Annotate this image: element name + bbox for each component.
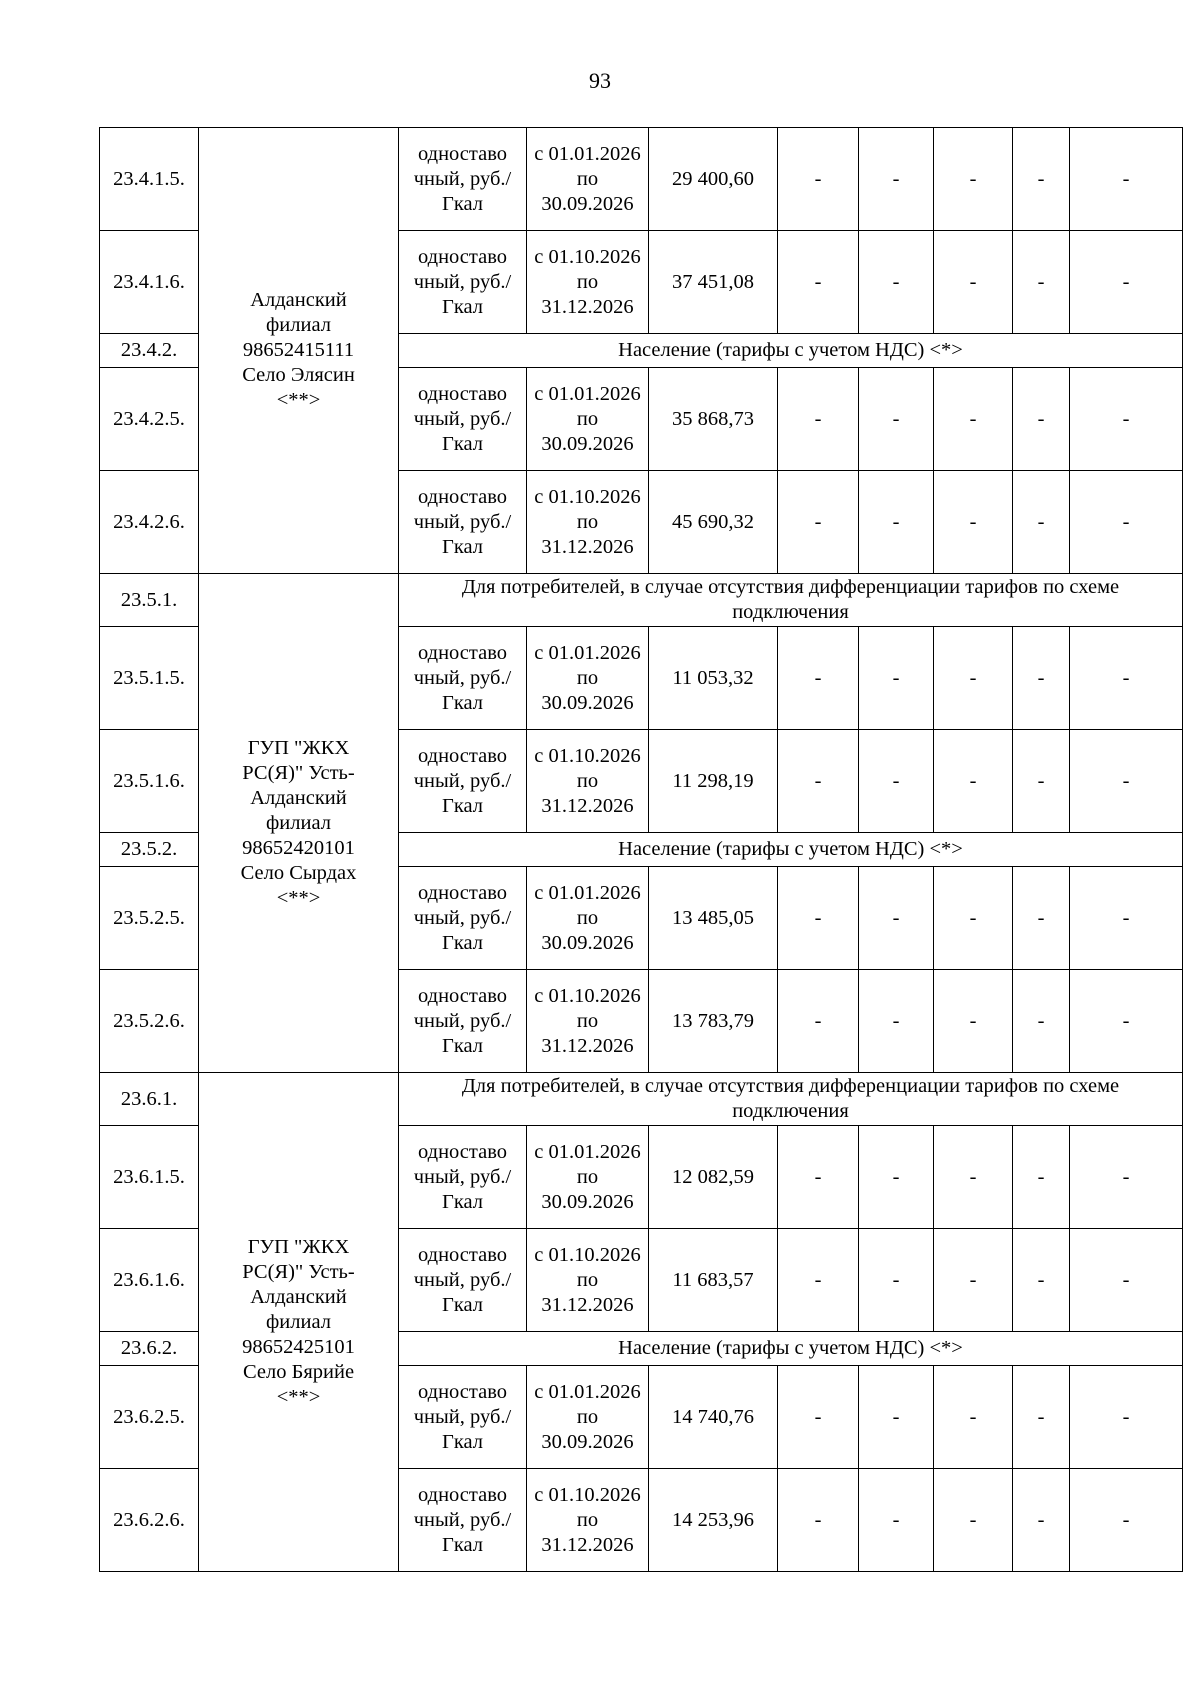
rate-type: одноставо чный, руб./Гкал	[399, 730, 527, 833]
validity-period: с 01.01.2026 по 30.09.2026	[527, 627, 649, 730]
empty-value: -	[1070, 231, 1183, 334]
row-code: 23.4.2.6.	[100, 471, 199, 574]
section-header: Население (тарифы с учетом НДС) <*>	[399, 334, 1183, 368]
validity-period: с 01.01.2026 по 30.09.2026	[527, 1126, 649, 1229]
empty-value: -	[1070, 730, 1183, 833]
organization-line: филиал	[266, 314, 331, 336]
section-header-row	[100, 574, 1183, 627]
empty-value: -	[859, 627, 934, 730]
section-header: Для потребителей, в случае отсутствия дифференциации тарифов по схеме подключения	[399, 574, 1183, 627]
row-code: 23.6.1.6.	[100, 1229, 199, 1332]
empty-value: -	[778, 128, 859, 231]
empty-value: -	[934, 128, 1013, 231]
rate-type: одноставо чный, руб./Гкал	[399, 1126, 527, 1229]
organization-line: ГУП "ЖКХ	[247, 736, 350, 759]
rate-type: одноставо чный, руб./Гкал	[399, 627, 527, 730]
empty-value: -	[778, 1469, 859, 1572]
empty-value: -	[934, 368, 1013, 471]
organization-cell	[199, 574, 399, 1073]
row-code: 23.6.2.	[100, 1332, 199, 1366]
organization-line: <**>	[276, 886, 321, 909]
empty-value: -	[934, 1126, 1013, 1229]
rate-type: одноставо чный, руб./Гкал	[399, 1469, 527, 1572]
empty-value: -	[778, 368, 859, 471]
empty-value: -	[859, 1126, 934, 1229]
validity-period: с 01.01.2026 по 30.09.2026	[527, 1366, 649, 1469]
empty-value: -	[934, 730, 1013, 833]
tariff-value: 35 868,73	[649, 368, 778, 471]
rate-type: одноставо чный, руб./Гкал	[399, 231, 527, 334]
empty-value: -	[1070, 627, 1183, 730]
organization-line: Алданский	[250, 786, 347, 809]
organization-line: Село Бярийе	[242, 1360, 355, 1383]
empty-value: -	[859, 867, 934, 970]
empty-value: -	[934, 231, 1013, 334]
rate-type: одноставо чный, руб./Гкал	[399, 128, 527, 231]
empty-value: -	[1070, 1229, 1183, 1332]
empty-value: -	[859, 471, 934, 574]
organization-line: РС(Я)" Усть-	[242, 1260, 355, 1283]
organization-line: филиал	[266, 1310, 331, 1333]
empty-value: -	[778, 970, 859, 1073]
empty-value: -	[859, 1366, 934, 1469]
validity-period: с 01.01.2026 по 30.09.2026	[527, 368, 649, 471]
empty-value: -	[859, 128, 934, 231]
empty-value: -	[1013, 368, 1070, 471]
empty-value: -	[859, 1469, 934, 1572]
row-code: 23.5.1.6.	[100, 730, 199, 833]
empty-value: -	[778, 627, 859, 730]
organization-line: ГУП "ЖКХ	[247, 1235, 350, 1258]
section-header-row	[100, 1073, 1183, 1126]
empty-value: -	[859, 1229, 934, 1332]
tariff-value: 11 298,19	[649, 730, 778, 833]
row-code: 23.5.1.	[100, 574, 199, 627]
organization-line: Алданский	[250, 1285, 347, 1308]
empty-value: -	[778, 730, 859, 833]
row-code: 23.4.2.	[100, 334, 199, 368]
section-header: Для потребителей, в случае отсутствия дифференциации тарифов по схеме подключения	[399, 1073, 1183, 1126]
empty-value: -	[1013, 867, 1070, 970]
empty-value: -	[934, 1229, 1013, 1332]
validity-period: с 01.10.2026 по 31.12.2026	[527, 1229, 649, 1332]
empty-value: -	[1070, 1366, 1183, 1469]
tariff-value: 11 053,32	[649, 627, 778, 730]
organization-cell	[199, 1073, 399, 1572]
organization-line: филиал	[266, 811, 331, 834]
row-code: 23.6.1.5.	[100, 1126, 199, 1229]
row-code: 23.5.2.	[100, 833, 199, 867]
organization-line: 98652415111	[242, 339, 355, 361]
empty-value: -	[1070, 471, 1183, 574]
section-header: Население (тарифы с учетом НДС) <*>	[399, 1332, 1183, 1366]
rate-type: одноставо чный, руб./Гкал	[399, 1229, 527, 1332]
validity-period: с 01.01.2026 по 30.09.2026	[527, 867, 649, 970]
row-code: 23.4.1.5.	[100, 128, 199, 231]
empty-value: -	[1070, 1126, 1183, 1229]
rate-type: одноставо чный, руб./Гкал	[399, 970, 527, 1073]
organization-line: Село Сырдах	[240, 861, 357, 884]
validity-period: с 01.01.2026 по 30.09.2026	[527, 128, 649, 231]
tariff-value: 12 082,59	[649, 1126, 778, 1229]
empty-value: -	[1070, 1469, 1183, 1572]
row-code: 23.4.2.5.	[100, 368, 199, 471]
empty-value: -	[934, 970, 1013, 1073]
rate-type: одноставо чный, руб./Гкал	[399, 867, 527, 970]
empty-value: -	[934, 1366, 1013, 1469]
empty-value: -	[1013, 128, 1070, 231]
empty-value: -	[1013, 1229, 1070, 1332]
row-code: 23.6.2.5.	[100, 1366, 199, 1469]
row-code: 23.4.1.6.	[100, 231, 199, 334]
empty-value: -	[1070, 970, 1183, 1073]
row-code: 23.5.2.6.	[100, 970, 199, 1073]
tariff-value: 13 783,79	[649, 970, 778, 1073]
validity-period: с 01.10.2026 по 31.12.2026	[527, 970, 649, 1073]
empty-value: -	[1070, 128, 1183, 231]
tariff-value: 45 690,32	[649, 471, 778, 574]
empty-value: -	[1013, 1469, 1070, 1572]
validity-period: с 01.10.2026 по 31.12.2026	[527, 471, 649, 574]
empty-value: -	[778, 1229, 859, 1332]
empty-value: -	[859, 231, 934, 334]
organization-line: Село Элясин	[242, 364, 355, 386]
row-code: 23.5.1.5.	[100, 627, 199, 730]
empty-value: -	[1070, 867, 1183, 970]
rate-type: одноставо чный, руб./Гкал	[399, 368, 527, 471]
tariff-table	[99, 127, 1183, 1572]
validity-period: с 01.10.2026 по 31.12.2026	[527, 1469, 649, 1572]
tariff-value: 14 253,96	[649, 1469, 778, 1572]
table-body	[100, 128, 1183, 1572]
empty-value: -	[1013, 970, 1070, 1073]
rate-type: одноставо чный, руб./Гкал	[399, 471, 527, 574]
empty-value: -	[1013, 1126, 1070, 1229]
organization-line: РС(Я)" Усть-	[242, 761, 355, 784]
table-row	[100, 128, 1183, 231]
empty-value: -	[778, 1366, 859, 1469]
organization-line: Алданский	[250, 289, 347, 311]
page-number: 93	[589, 68, 611, 93]
organization-line: 98652425101	[242, 1335, 355, 1358]
empty-value: -	[934, 627, 1013, 730]
empty-value: -	[1013, 1366, 1070, 1469]
validity-period: с 01.10.2026 по 31.12.2026	[527, 231, 649, 334]
empty-value: -	[859, 368, 934, 471]
empty-value: -	[1013, 231, 1070, 334]
tariff-value: 37 451,08	[649, 231, 778, 334]
organization-line: <**>	[276, 1385, 321, 1408]
row-code: 23.6.2.6.	[100, 1469, 199, 1572]
row-code: 23.5.2.5.	[100, 867, 199, 970]
organization-line: 98652420101	[242, 836, 355, 859]
empty-value: -	[1013, 730, 1070, 833]
section-header: Население (тарифы с учетом НДС) <*>	[399, 833, 1183, 867]
empty-value: -	[778, 867, 859, 970]
tariff-value: 14 740,76	[649, 1366, 778, 1469]
empty-value: -	[778, 231, 859, 334]
empty-value: -	[1013, 627, 1070, 730]
empty-value: -	[934, 1469, 1013, 1572]
tariff-value: 29 400,60	[649, 128, 778, 231]
empty-value: -	[1013, 471, 1070, 574]
empty-value: -	[778, 471, 859, 574]
empty-value: -	[934, 867, 1013, 970]
row-code: 23.6.1.	[100, 1073, 199, 1126]
empty-value: -	[1070, 368, 1183, 471]
tariff-value: 13 485,05	[649, 867, 778, 970]
validity-period: с 01.10.2026 по 31.12.2026	[527, 730, 649, 833]
organization-line: <**>	[276, 389, 321, 411]
rate-type: одноставо чный, руб./Гкал	[399, 1366, 527, 1469]
empty-value: -	[859, 730, 934, 833]
organization-cell	[199, 128, 399, 574]
empty-value: -	[859, 970, 934, 1073]
empty-value: -	[934, 471, 1013, 574]
empty-value: -	[778, 1126, 859, 1229]
tariff-value: 11 683,57	[649, 1229, 778, 1332]
